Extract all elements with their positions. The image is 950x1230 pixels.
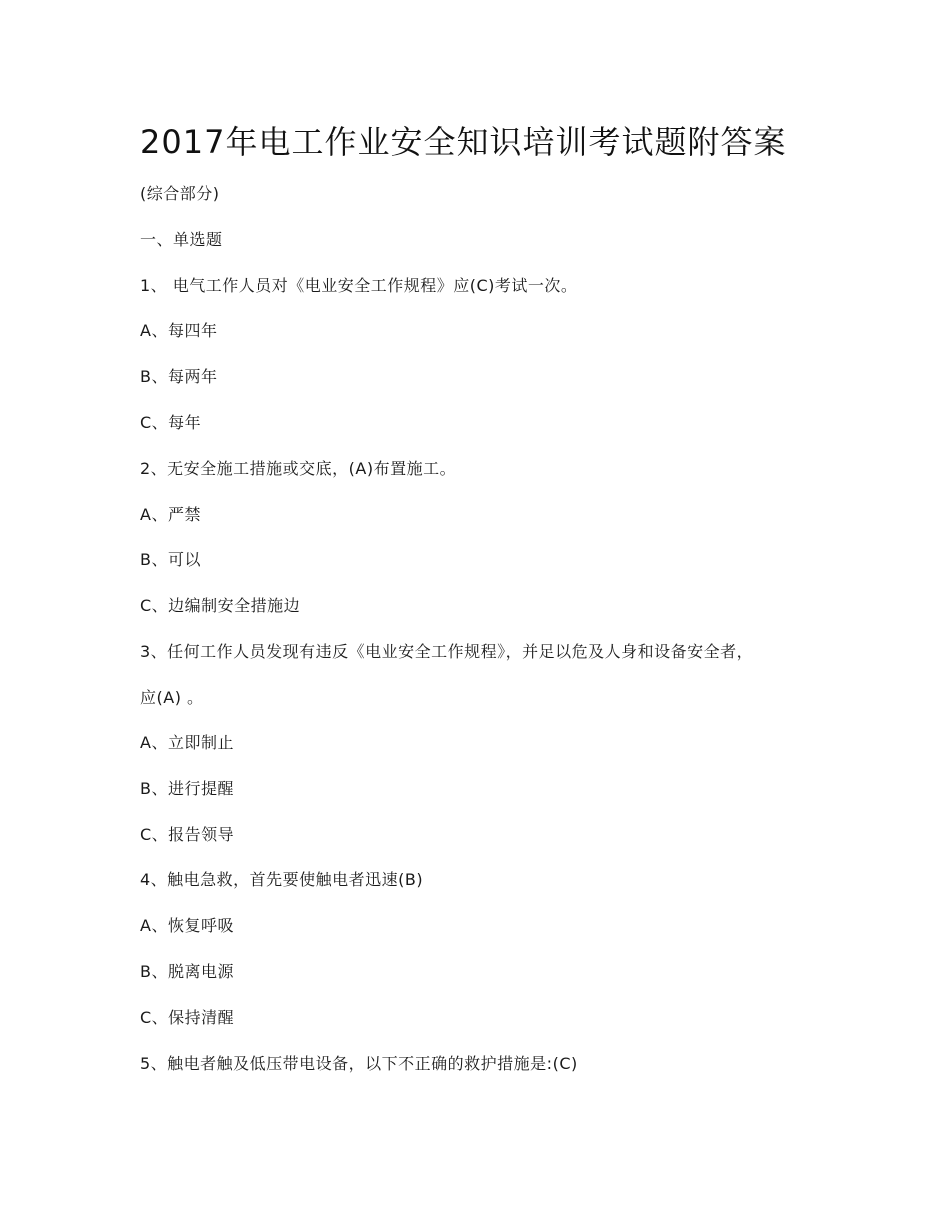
option-1b: B、每两年 [140, 367, 218, 386]
option-2c: C、边编制安全措施边 [140, 596, 301, 615]
option-1c: C、每年 [140, 413, 202, 432]
option-1a: A、每四年 [140, 321, 218, 340]
option-4b: B、脱离电源 [140, 962, 234, 981]
option-2b: B、可以 [140, 550, 201, 569]
question-3-continued: 应(A) 。 [140, 688, 204, 707]
question-2: 2、无安全施工措施或交底，(A)布置施工。 [140, 459, 457, 478]
option-4c: C、保持清醒 [140, 1008, 235, 1027]
question-5: 5、触电者触及低压带电设备，以下不正确的救护措施是:(C) [140, 1054, 578, 1073]
option-4a: A、恢复呼吸 [140, 916, 234, 935]
question-4: 4、触电急救，首先要使触电者迅速(B) [140, 870, 424, 889]
question-1: 1、 电气工作人员对《电业安全工作规程》应(C)考试一次。 [140, 276, 578, 295]
option-3b: B、进行提醒 [140, 779, 234, 798]
option-2a: A、严禁 [140, 505, 201, 524]
option-3c: C、报告领导 [140, 825, 235, 844]
question-3: 3、任何工作人员发现有违反《电业安全工作规程》，并足以危及人身和设备安全者， [140, 642, 754, 661]
section-subtitle: (综合部分) [140, 184, 220, 203]
option-3a: A、立即制止 [140, 733, 234, 752]
section-heading: 一、单选题 [140, 230, 223, 249]
document-title: 2017年电工作业安全知识培训考试题附答案 [140, 123, 787, 161]
